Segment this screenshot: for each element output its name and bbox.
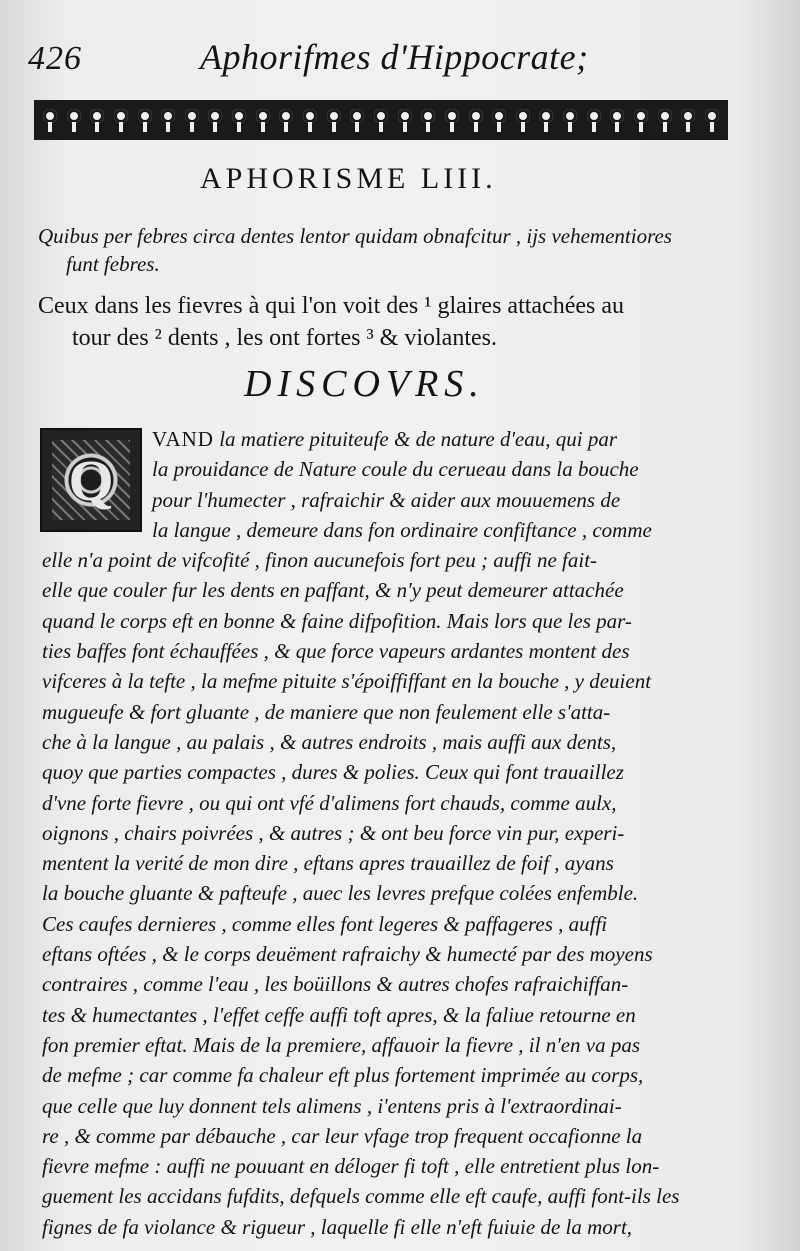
fleuron-icon bbox=[489, 107, 509, 133]
first-word: VAND bbox=[152, 427, 214, 451]
body-line: mugueufe & fort gluante , de maniere que non feulement elle s'atta- bbox=[42, 699, 611, 724]
body-line: mentent la verité de mon dire , eftans apres trauaillez de foif , ayans bbox=[42, 851, 614, 876]
french-line: Ceux dans les fievres à qui l'on voit des ¹ glaires attachées au bbox=[38, 293, 625, 319]
body-line: oignons , chairs poivrées , & autres ; & ont beu force vin pur, experi- bbox=[42, 820, 625, 845]
fleuron-icon bbox=[87, 107, 107, 133]
latin-line: Quibus per febres circa dentes lentor quidam obnafcitur , ijs vehementiores bbox=[38, 224, 672, 248]
body-line: vifceres à la tefte , la mefme pituite s'époiffiffant en la bouche , y deuient bbox=[42, 669, 652, 694]
body-line: tes & humectantes , l'effet ceffe auffi toft apres, & la faliue retourne en bbox=[42, 1002, 636, 1027]
ornament-band bbox=[34, 100, 728, 140]
fleuron-icon bbox=[418, 107, 438, 133]
running-head bbox=[28, 30, 768, 80]
french-line: tour des ² dents , les ont fortes ³ & violantes. bbox=[72, 325, 497, 351]
fleuron-icon bbox=[560, 107, 580, 133]
fleuron-icon bbox=[229, 107, 249, 133]
fleuron-icon bbox=[347, 107, 367, 133]
body-line: de mefme ; car comme fa chaleur eft plus fortement imprimée au corps, bbox=[42, 1063, 644, 1088]
body-line: la prouidance de Nature coule du cerueau dans la bouche bbox=[152, 457, 639, 482]
body-line: contraires , comme l'eau , les boüillons & autres chofes rafraichiffan- bbox=[42, 972, 629, 997]
fleuron-icon bbox=[276, 107, 296, 133]
aphorism-heading: APHORISME LIII. bbox=[200, 162, 497, 195]
body-line: che à la langue , au palais , & autres endroits , mais auffi aux dents, bbox=[42, 729, 617, 754]
body-line: ties baffes font échauffées , & que force vapeurs ardantes montent des bbox=[42, 639, 630, 664]
body-line: Ces caufes dernieres , comme elles font legeres & paffageres , auffi bbox=[42, 911, 608, 936]
fleuron-icon bbox=[513, 107, 533, 133]
body-line: quoy que parties compactes , dures & polies. Ceux qui font trauaillez bbox=[42, 760, 624, 785]
body-line: fignes de fa violance & rigueur , laquelle fi elle n'eft fuiuie de la mort, bbox=[42, 1214, 633, 1239]
fleuron-icon bbox=[631, 107, 651, 133]
body-line: fievre mefme : auffi ne pouuant en déloger fi toft , elle entretient plus lon- bbox=[42, 1154, 660, 1179]
french-translation bbox=[38, 290, 738, 354]
fleuron-icon bbox=[678, 107, 698, 133]
fleuron-icon bbox=[442, 107, 462, 133]
fleuron-icon bbox=[324, 107, 344, 133]
first-line-text: la matiere pituiteufe & de nature d'eau, qui par bbox=[213, 427, 618, 451]
fleuron-icon bbox=[371, 107, 391, 133]
fleuron-icon bbox=[607, 107, 627, 133]
body-line: que celle que luy donnent tels alimens , i'entens pris à l'extraordinai- bbox=[42, 1093, 622, 1118]
fleuron-icon bbox=[111, 107, 131, 133]
fleuron-icon bbox=[702, 107, 722, 133]
initial-letter: Q bbox=[52, 440, 130, 520]
page-number: 426 bbox=[28, 40, 82, 77]
fleuron-icon bbox=[253, 107, 273, 133]
body-line: la bouche gluante & pafteufe , auec les levres prefque colées enfemble. bbox=[42, 881, 639, 906]
fleuron-icon bbox=[135, 107, 155, 133]
fleuron-icon bbox=[536, 107, 556, 133]
latin-text bbox=[38, 222, 738, 278]
body-line: elle n'a point de vifcofité , finon aucunefois fort peu ; auffi ne fait- bbox=[42, 548, 598, 573]
body-line: eftans oftées , & le corps deuëment rafraichy & humecté par des moyens bbox=[42, 942, 653, 967]
fleuron-icon bbox=[395, 107, 415, 133]
body-line: elle que couler fur les dents en paffant, & n'y peut demeurer attachée bbox=[42, 578, 624, 603]
fleuron-icon bbox=[40, 107, 60, 133]
fleuron-icon bbox=[158, 107, 178, 133]
latin-line: funt febres. bbox=[66, 252, 160, 276]
discours-heading: DISCOVRS. bbox=[244, 363, 485, 405]
body-line: guement les accidans fufdits, defquels comme elle eft caufe, auffi font-ils les bbox=[42, 1184, 680, 1209]
discours-body bbox=[42, 424, 742, 1242]
fleuron-icon bbox=[182, 107, 202, 133]
body-line: re , & comme par débauche , car leur vfage trop frequent occafionne la bbox=[42, 1123, 643, 1148]
fleuron-icon bbox=[584, 107, 604, 133]
fleuron-icon bbox=[466, 107, 486, 133]
body-line: fon premier eftat. Mais de la premiere, affauoir la fievre , il n'en va pas bbox=[42, 1032, 641, 1057]
running-title: Aphorifmes d'Hippocrate; bbox=[200, 37, 589, 77]
body-line: la langue , demeure dans fon ordinaire confiftance , comme bbox=[152, 517, 652, 542]
body-line: pour l'humecter , rafraichir & aider aux mouuemens de bbox=[152, 487, 621, 512]
fleuron-icon bbox=[205, 107, 225, 133]
fleuron-icon bbox=[300, 107, 320, 133]
fleuron-icon bbox=[64, 107, 84, 133]
fleuron-icon bbox=[655, 107, 675, 133]
body-line bbox=[42, 424, 742, 454]
body-line: d'vne forte fievre , ou qui ont vfé d'alimens fort chauds, comme aulx, bbox=[42, 790, 617, 815]
body-line: quand le corps eft en bonne & faine difpofition. Mais lors que les par- bbox=[42, 608, 632, 633]
